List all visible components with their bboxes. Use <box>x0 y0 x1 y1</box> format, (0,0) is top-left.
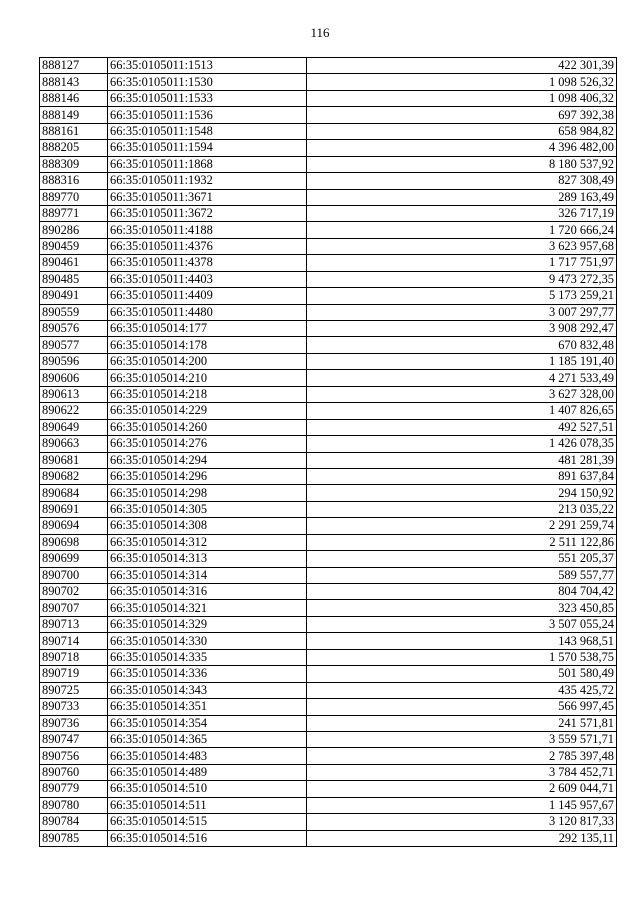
table-row <box>40 288 617 304</box>
object-number-cell: 890713 <box>40 616 108 632</box>
table-row <box>40 370 617 386</box>
cadastral-number-cell: 66:35:0105014:510 <box>108 781 307 797</box>
table-row <box>40 764 617 780</box>
cadastral-value-cell: 697 392,38 <box>307 107 617 123</box>
table-row <box>40 337 617 353</box>
cadastral-value-cell: 1 098 526,32 <box>307 74 617 90</box>
cadastral-number-cell: 66:35:0105011:4188 <box>108 222 307 238</box>
cadastral-number-cell: 66:35:0105011:1513 <box>108 58 307 74</box>
cadastral-value-cell: 481 281,39 <box>307 452 617 468</box>
object-number-cell: 888143 <box>40 74 108 90</box>
object-number-cell: 890606 <box>40 370 108 386</box>
table-row <box>40 271 617 287</box>
table-row <box>40 156 617 172</box>
cadastral-number-cell: 66:35:0105014:296 <box>108 468 307 484</box>
table-row <box>40 567 617 583</box>
table-row <box>40 830 617 846</box>
cadastral-value-cell: 143 968,51 <box>307 633 617 649</box>
cadastral-number-cell: 66:35:0105014:516 <box>108 830 307 846</box>
table-row <box>40 797 617 813</box>
cadastral-number-cell: 66:35:0105011:1868 <box>108 156 307 172</box>
cadastral-number-cell: 66:35:0105011:4376 <box>108 238 307 254</box>
cadastral-value-cell: 435 425,72 <box>307 682 617 698</box>
cadastral-value-cell: 2 511 122,86 <box>307 534 617 550</box>
cadastral-number-cell: 66:35:0105014:321 <box>108 600 307 616</box>
table-row <box>40 814 617 830</box>
object-number-cell: 890725 <box>40 682 108 698</box>
object-number-cell: 890694 <box>40 518 108 534</box>
cadastral-value-cell: 551 205,37 <box>307 551 617 567</box>
object-number-cell: 888127 <box>40 58 108 74</box>
object-number-cell: 890596 <box>40 353 108 369</box>
cadastral-number-cell: 66:35:0105014:312 <box>108 534 307 550</box>
cadastral-number-cell: 66:35:0105011:1530 <box>108 74 307 90</box>
object-number-cell: 890577 <box>40 337 108 353</box>
object-number-cell: 890699 <box>40 551 108 567</box>
cadastral-number-cell: 66:35:0105014:330 <box>108 633 307 649</box>
cadastral-value-cell: 589 557,77 <box>307 567 617 583</box>
object-number-cell: 890779 <box>40 781 108 797</box>
table-row <box>40 123 617 139</box>
cadastral-value-cell: 2 291 259,74 <box>307 518 617 534</box>
object-number-cell: 890613 <box>40 386 108 402</box>
cadastral-number-cell: 66:35:0105014:354 <box>108 715 307 731</box>
object-number-cell: 890286 <box>40 222 108 238</box>
cadastral-number-cell: 66:35:0105014:200 <box>108 353 307 369</box>
cadastral-value-cell: 3 507 055,24 <box>307 616 617 632</box>
table-row <box>40 518 617 534</box>
cadastral-value-cell: 323 450,85 <box>307 600 617 616</box>
table-row <box>40 452 617 468</box>
table-row <box>40 304 617 320</box>
table-row <box>40 468 617 484</box>
cadastral-value-cell: 670 832,48 <box>307 337 617 353</box>
table-row <box>40 74 617 90</box>
object-number-cell: 890756 <box>40 748 108 764</box>
cadastral-number-cell: 66:35:0105011:4409 <box>108 288 307 304</box>
object-number-cell: 890700 <box>40 567 108 583</box>
cadastral-number-cell: 66:35:0105014:489 <box>108 764 307 780</box>
table-row <box>40 189 617 205</box>
table-row <box>40 551 617 567</box>
object-number-cell: 890714 <box>40 633 108 649</box>
object-number-cell: 890663 <box>40 436 108 452</box>
cadastral-number-cell: 66:35:0105011:1533 <box>108 90 307 106</box>
table-row <box>40 715 617 731</box>
cadastral-value-cell: 827 308,49 <box>307 173 617 189</box>
cadastral-value-cell: 3 627 328,00 <box>307 386 617 402</box>
cadastral-number-cell: 66:35:0105014:218 <box>108 386 307 402</box>
cadastral-number-cell: 66:35:0105011:3672 <box>108 205 307 221</box>
cadastral-number-cell: 66:35:0105011:1548 <box>108 123 307 139</box>
cadastral-number-cell: 66:35:0105014:483 <box>108 748 307 764</box>
cadastral-value-cell: 1 407 826,65 <box>307 403 617 419</box>
object-number-cell: 890707 <box>40 600 108 616</box>
object-number-cell: 888309 <box>40 156 108 172</box>
cadastral-number-cell: 66:35:0105014:511 <box>108 797 307 813</box>
object-number-cell: 888149 <box>40 107 108 123</box>
object-number-cell: 890747 <box>40 731 108 747</box>
cadastral-value-cell: 2 785 397,48 <box>307 748 617 764</box>
cadastral-number-cell: 66:35:0105011:3671 <box>108 189 307 205</box>
table-row <box>40 534 617 550</box>
object-number-cell: 889770 <box>40 189 108 205</box>
table-row <box>40 666 617 682</box>
object-number-cell: 890576 <box>40 321 108 337</box>
cadastral-value-cell: 5 173 259,21 <box>307 288 617 304</box>
cadastral-value-cell: 1 185 191,40 <box>307 353 617 369</box>
cadastral-value-cell: 501 580,49 <box>307 666 617 682</box>
cadastral-number-cell: 66:35:0105014:178 <box>108 337 307 353</box>
table-row <box>40 353 617 369</box>
page-number: 116 <box>310 25 330 40</box>
cadastral-number-cell: 66:35:0105011:1932 <box>108 173 307 189</box>
table-row <box>40 58 617 74</box>
cadastral-value-cell: 241 571,81 <box>307 715 617 731</box>
table-row <box>40 649 617 665</box>
table-row <box>40 140 617 156</box>
object-number-cell: 890718 <box>40 649 108 665</box>
cadastral-number-cell: 66:35:0105014:229 <box>108 403 307 419</box>
table-row <box>40 633 617 649</box>
object-number-cell: 888146 <box>40 90 108 106</box>
cadastral-value-cell: 492 527,51 <box>307 419 617 435</box>
object-number-cell: 890682 <box>40 468 108 484</box>
cadastral-value-cell: 3 784 452,71 <box>307 764 617 780</box>
table-row <box>40 386 617 402</box>
table-row <box>40 238 617 254</box>
cadastral-number-cell: 66:35:0105014:336 <box>108 666 307 682</box>
object-number-cell: 890681 <box>40 452 108 468</box>
cadastral-value-cell: 213 035,22 <box>307 501 617 517</box>
cadastral-value-cell: 3 623 957,68 <box>307 238 617 254</box>
cadastral-value-cell: 8 180 537,92 <box>307 156 617 172</box>
cadastral-number-cell: 66:35:0105014:177 <box>108 321 307 337</box>
cadastral-number-cell: 66:35:0105014:313 <box>108 551 307 567</box>
cadastral-value-cell: 658 984,82 <box>307 123 617 139</box>
object-number-cell: 890649 <box>40 419 108 435</box>
cadastral-value-cell: 289 163,49 <box>307 189 617 205</box>
table-row <box>40 222 617 238</box>
cadastral-value-cell: 3 908 292,47 <box>307 321 617 337</box>
object-number-cell: 890459 <box>40 238 108 254</box>
cadastral-value-cell: 3 007 297,77 <box>307 304 617 320</box>
cadastral-number-cell: 66:35:0105014:515 <box>108 814 307 830</box>
cadastral-value-cell: 3 559 571,71 <box>307 731 617 747</box>
table-row <box>40 699 617 715</box>
cadastral-value-cell: 9 473 272,35 <box>307 271 617 287</box>
cadastral-value-cell: 326 717,19 <box>307 205 617 221</box>
cadastral-number-cell: 66:35:0105014:316 <box>108 584 307 600</box>
cadastral-value-cell: 1 570 538,75 <box>307 649 617 665</box>
object-number-cell: 890760 <box>40 764 108 780</box>
object-number-cell: 890491 <box>40 288 108 304</box>
table-row <box>40 731 617 747</box>
cadastral-value-cell: 1 145 957,67 <box>307 797 617 813</box>
cadastral-value-cell: 292 135,11 <box>307 830 617 846</box>
cadastral-value-cell: 1 717 751,97 <box>307 255 617 271</box>
cadastral-number-cell: 66:35:0105014:351 <box>108 699 307 715</box>
cadastral-number-cell: 66:35:0105014:260 <box>108 419 307 435</box>
object-number-cell: 888205 <box>40 140 108 156</box>
cadastral-value-cell: 1 098 406,32 <box>307 90 617 106</box>
object-number-cell: 888316 <box>40 173 108 189</box>
cadastral-value-cell: 422 301,39 <box>307 58 617 74</box>
table-row <box>40 90 617 106</box>
table-row <box>40 616 617 632</box>
object-number-cell: 890461 <box>40 255 108 271</box>
cadastral-number-cell: 66:35:0105014:294 <box>108 452 307 468</box>
table-row <box>40 107 617 123</box>
table-row <box>40 584 617 600</box>
object-number-cell: 889771 <box>40 205 108 221</box>
table-row <box>40 501 617 517</box>
table-row <box>40 255 617 271</box>
object-number-cell: 890719 <box>40 666 108 682</box>
table-row <box>40 173 617 189</box>
table-row <box>40 205 617 221</box>
object-number-cell: 890733 <box>40 699 108 715</box>
cadastral-value-cell: 4 396 482,00 <box>307 140 617 156</box>
table-body <box>40 58 617 847</box>
cadastral-value-cell: 1 720 666,24 <box>307 222 617 238</box>
cadastral-number-cell: 66:35:0105011:1594 <box>108 140 307 156</box>
cadastral-value-cell: 294 150,92 <box>307 485 617 501</box>
table-row <box>40 781 617 797</box>
cadastral-number-cell: 66:35:0105014:329 <box>108 616 307 632</box>
cadastral-value-cell: 891 637,84 <box>307 468 617 484</box>
table-row <box>40 419 617 435</box>
cadastral-number-cell: 66:35:0105011:4378 <box>108 255 307 271</box>
object-number-cell: 890698 <box>40 534 108 550</box>
cadastral-number-cell: 66:35:0105014:365 <box>108 731 307 747</box>
cadastral-value-cell: 566 997,45 <box>307 699 617 715</box>
cadastral-value-cell: 2 609 044,71 <box>307 781 617 797</box>
table-row <box>40 600 617 616</box>
cadastral-value-cell: 3 120 817,33 <box>307 814 617 830</box>
cadastral-value-cell: 804 704,42 <box>307 584 617 600</box>
cadastral-number-cell: 66:35:0105014:305 <box>108 501 307 517</box>
object-number-cell: 890702 <box>40 584 108 600</box>
object-number-cell: 890559 <box>40 304 108 320</box>
object-number-cell: 890785 <box>40 830 108 846</box>
cadastral-number-cell: 66:35:0105014:210 <box>108 370 307 386</box>
object-number-cell: 890736 <box>40 715 108 731</box>
cadastral-number-cell: 66:35:0105014:276 <box>108 436 307 452</box>
cadastral-number-cell: 66:35:0105014:298 <box>108 485 307 501</box>
cadastral-number-cell: 66:35:0105014:314 <box>108 567 307 583</box>
cadastral-number-cell: 66:35:0105011:4480 <box>108 304 307 320</box>
object-number-cell: 890485 <box>40 271 108 287</box>
cadastral-number-cell: 66:35:0105014:335 <box>108 649 307 665</box>
table-row <box>40 485 617 501</box>
object-number-cell: 890684 <box>40 485 108 501</box>
table-row <box>40 682 617 698</box>
cadastral-number-cell: 66:35:0105011:4403 <box>108 271 307 287</box>
cadastral-number-cell: 66:35:0105014:308 <box>108 518 307 534</box>
object-number-cell: 888161 <box>40 123 108 139</box>
object-number-cell: 890780 <box>40 797 108 813</box>
cadastral-value-table <box>39 57 617 847</box>
object-number-cell: 890691 <box>40 501 108 517</box>
table-row <box>40 748 617 764</box>
cadastral-value-cell: 4 271 533,49 <box>307 370 617 386</box>
table-row <box>40 321 617 337</box>
table-row <box>40 403 617 419</box>
object-number-cell: 890784 <box>40 814 108 830</box>
cadastral-value-cell: 1 426 078,35 <box>307 436 617 452</box>
cadastral-number-cell: 66:35:0105011:1536 <box>108 107 307 123</box>
object-number-cell: 890622 <box>40 403 108 419</box>
cadastral-number-cell: 66:35:0105014:343 <box>108 682 307 698</box>
table-row <box>40 436 617 452</box>
